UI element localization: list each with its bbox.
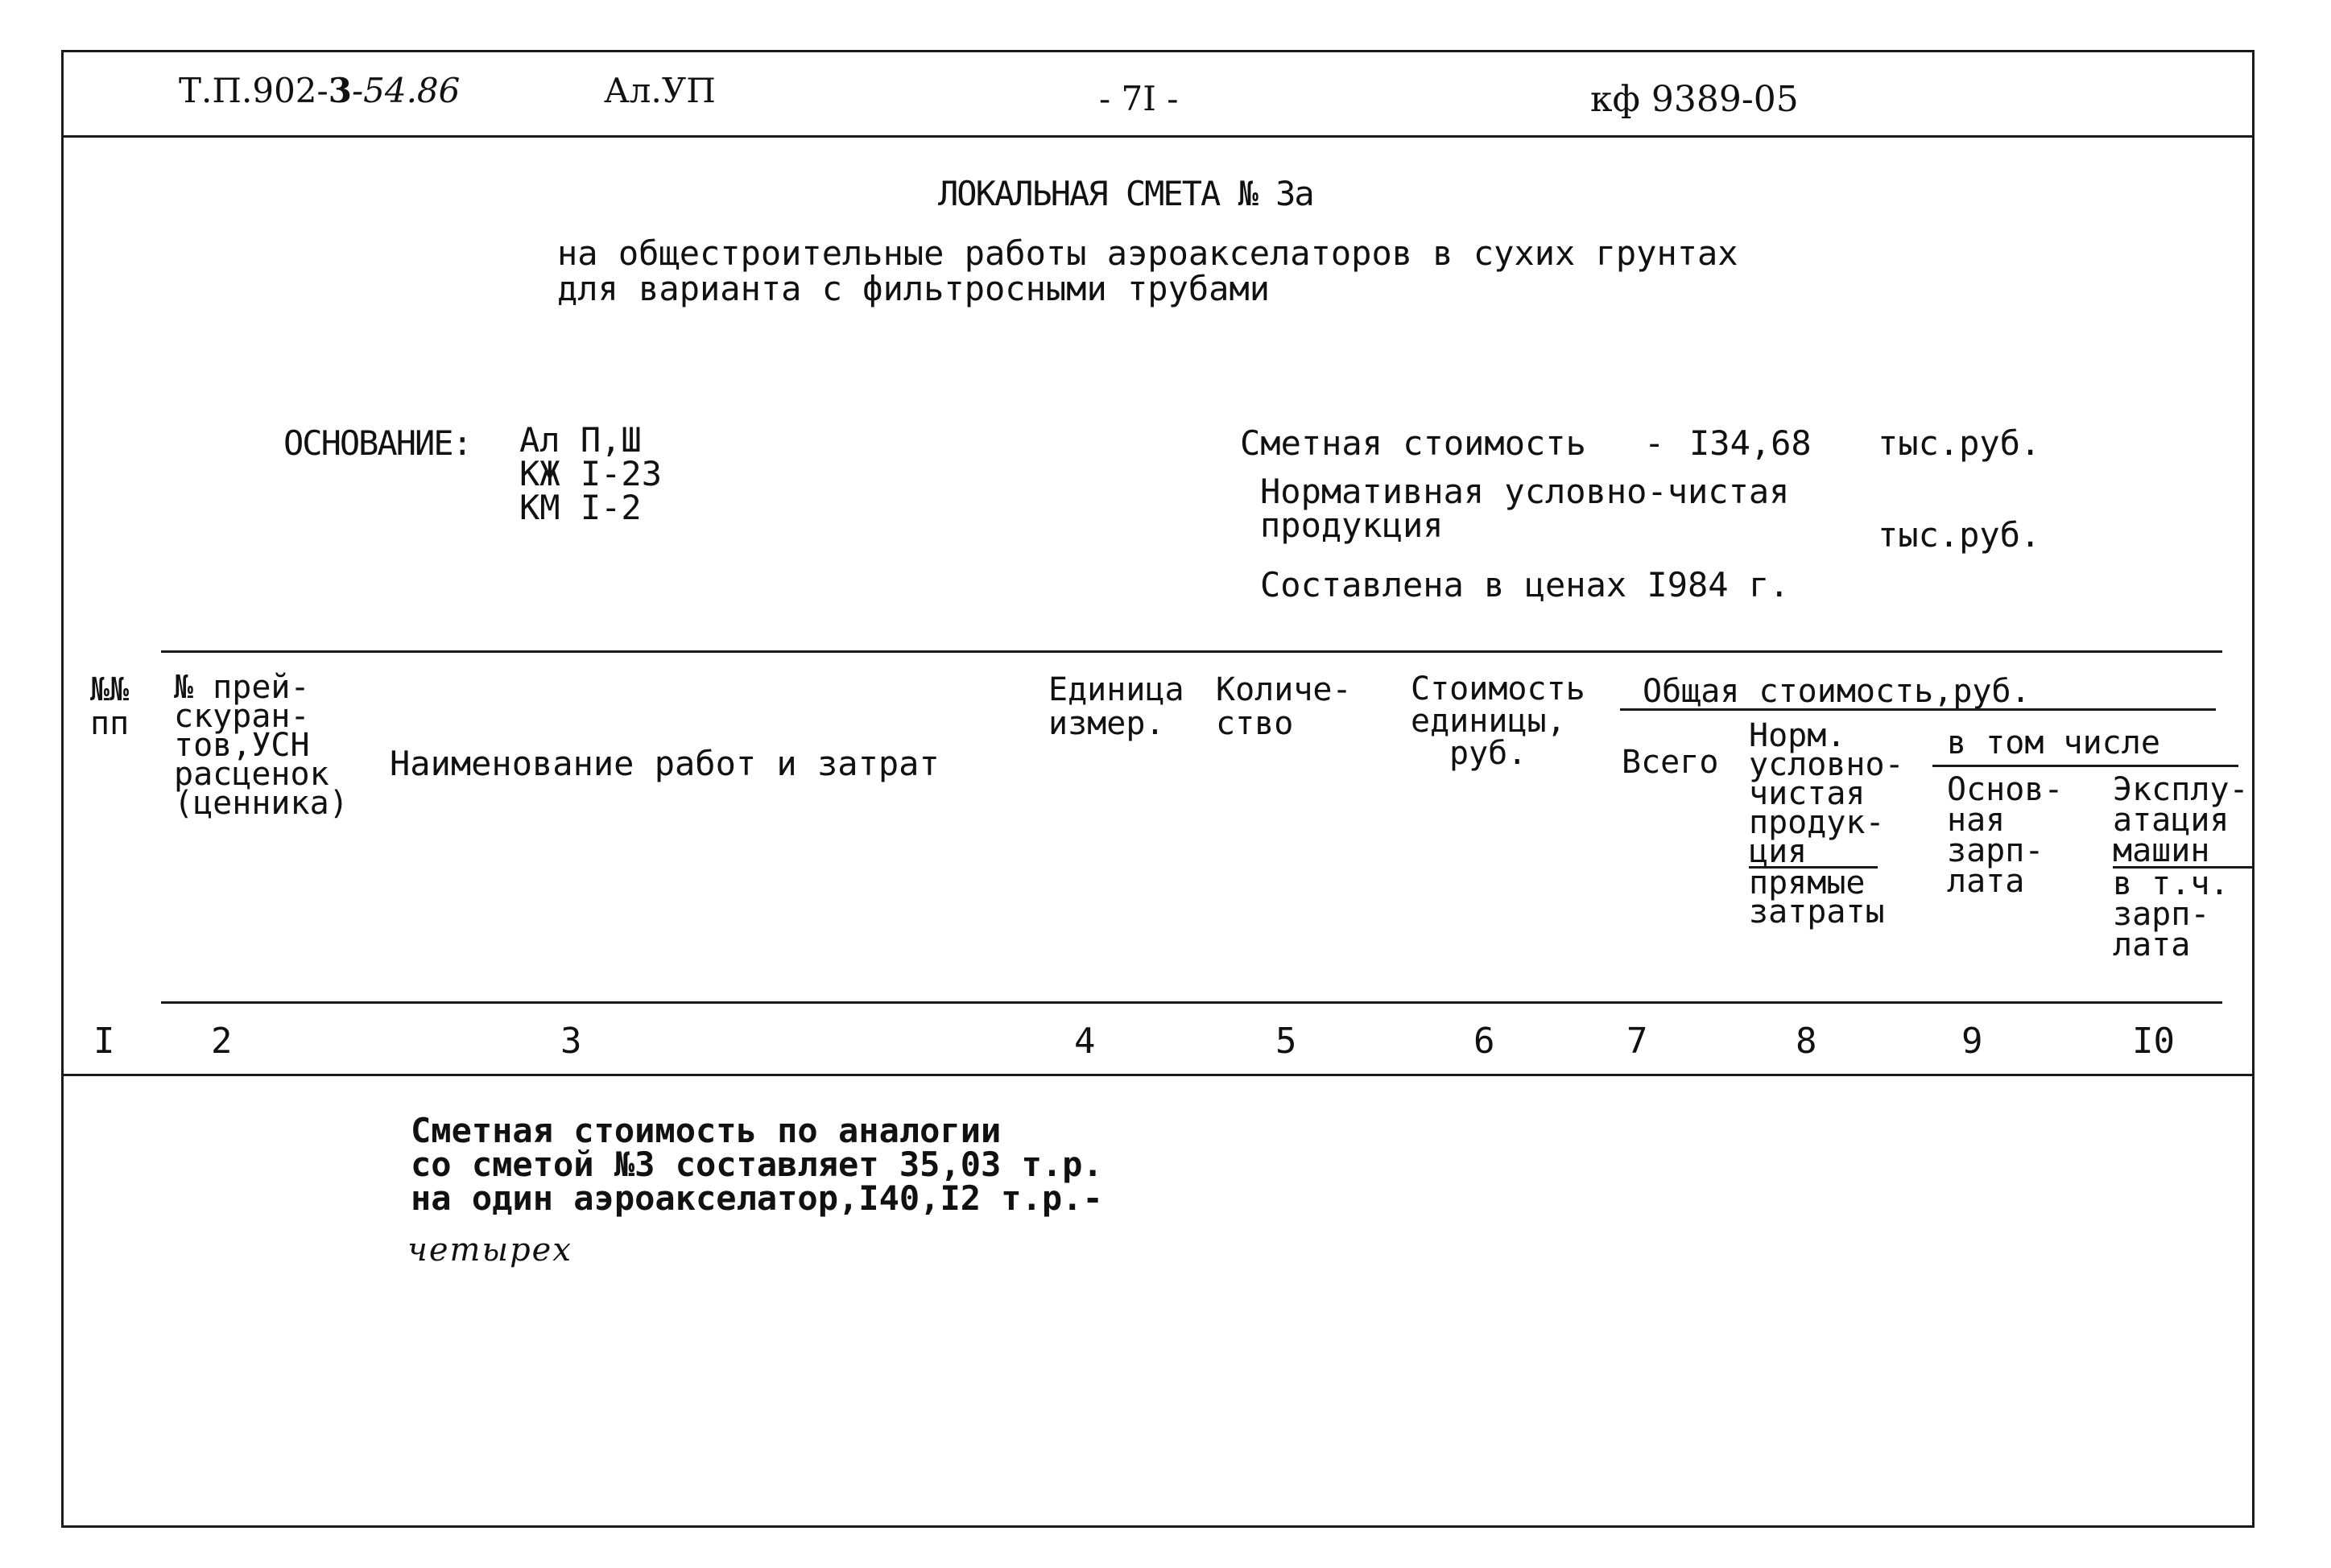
col-header-line: единицы, — [1411, 703, 1566, 740]
col-header-unit — [1048, 673, 1184, 741]
norm-production-label — [1260, 472, 1790, 545]
column-number: 3 — [560, 1021, 582, 1062]
analogy-line3-text: на один аэроакселатор, — [411, 1178, 859, 1218]
column-number: I — [93, 1021, 115, 1062]
col-header-line: в т.ч. — [2113, 865, 2230, 902]
analogy-line2: со сметой №3 составляет 35,03 т.р. — [411, 1145, 1103, 1184]
analogy-total: I40,I2 т.р.- — [858, 1178, 1103, 1218]
cost-unit: тыс.руб. — [1878, 423, 2041, 463]
col-header-line: Основ- — [1947, 771, 2064, 808]
col-header-line: прямые — [1749, 864, 1866, 902]
col-header-line: зарп- — [2113, 896, 2210, 933]
column-number: 5 — [1275, 1021, 1297, 1062]
norm-production-unit: тыс.руб. — [1878, 515, 2041, 555]
drawing-code-digit: 3 — [328, 71, 352, 110]
col-header-line: ция — [1749, 837, 1878, 869]
col-header-total-group: Общая стоимость,руб. — [1643, 673, 2031, 710]
col-header-line: условно- — [1749, 746, 1904, 783]
column-numbers-rule — [61, 1074, 2255, 1076]
drawing-code — [179, 71, 460, 110]
drawing-code-handwritten: -54.86 — [351, 71, 461, 110]
col-header-line: руб. — [1449, 735, 1527, 772]
norm-production-line1: Нормативная условно-чистая — [1260, 472, 1790, 511]
col-header-base-salary — [1947, 771, 2064, 900]
drawing-code-prefix: Т.П.902- — [179, 71, 329, 110]
col-header-line: зарп- — [1947, 832, 2044, 869]
column-number: 2 — [211, 1021, 233, 1062]
column-number: 8 — [1796, 1021, 1817, 1062]
basis-item: КМ I-2 — [519, 488, 642, 527]
page-number: - 7I - — [1099, 79, 1179, 118]
col-header-line: № прей- — [174, 669, 310, 706]
col-header-machine-operation — [2113, 771, 2255, 963]
col-header-line: тов,УСН — [174, 727, 310, 764]
col-header-total: Всего — [1622, 744, 1719, 781]
col-header-line: расценок — [174, 756, 329, 793]
col-header-line: №№ — [90, 671, 130, 708]
column-number: 7 — [1626, 1021, 1648, 1062]
column-number: 4 — [1074, 1021, 1096, 1062]
col-header-subgroup: в том числе — [1947, 724, 2160, 761]
col-header-quantity — [1216, 673, 1352, 741]
col-header-line: продук- — [1749, 804, 1885, 841]
col-header-line: Эксплу- — [2113, 771, 2249, 808]
column-number: 9 — [1961, 1021, 1983, 1062]
subgroup-rule — [1932, 765, 2238, 767]
cost-value: I34,68 — [1689, 423, 1812, 463]
cost-dash: - — [1644, 423, 1665, 463]
basis-item: КЖ I-23 — [519, 454, 663, 493]
col-header-line: Единица — [1048, 671, 1184, 708]
col-header-row-number — [90, 673, 129, 741]
col-header-line: Норм. — [1749, 717, 1846, 754]
handwritten-note: четырех — [407, 1232, 572, 1269]
col-header-line: ство — [1216, 705, 1294, 742]
col-header-line: лата — [1947, 863, 2025, 900]
basis-label: ОСНОВАНИЕ: — [283, 423, 471, 463]
col-header-line: машин — [2113, 836, 2255, 869]
norm-production-line2: продукция — [1260, 505, 1444, 545]
album-label: Ал.УП — [604, 71, 716, 110]
analogy-line1: Сметная стоимость по аналогии — [411, 1111, 1002, 1150]
col-header-line: (ценника) — [174, 785, 349, 822]
header-bottom-rule — [161, 1001, 2222, 1004]
estimate-subtitle-line2: для варианта с фильтросными трубами — [557, 269, 1271, 308]
col-header-line: Стоимость — [1411, 671, 1585, 708]
col-header-line: Количе- — [1216, 671, 1352, 708]
column-number: I0 — [2132, 1021, 2175, 1062]
col-header-line: атация — [2113, 802, 2230, 839]
col-header-line: затраты — [1749, 893, 1885, 930]
col-header-line: ная — [1947, 802, 2006, 839]
column-number: 6 — [1473, 1021, 1495, 1062]
col-header-price-code — [174, 669, 349, 822]
col-header-unit-cost — [1411, 673, 1585, 770]
analogy-line3 — [411, 1178, 1103, 1218]
analogy-note — [411, 1111, 1103, 1218]
cost-label: Сметная стоимость — [1240, 423, 1586, 463]
estimate-title: ЛОКАЛЬНАЯ СМЕТА № 3а — [938, 174, 1313, 213]
basis-item: Ал П,Ш — [519, 420, 642, 460]
col-header-line: пп — [90, 705, 130, 742]
col-header-line: скуран- — [174, 698, 310, 735]
col-header-line: измер. — [1048, 705, 1165, 742]
estimate-subtitle-line1: на общестроительные работы аэроакселаторов в сухих грунтах — [557, 233, 1738, 273]
col-header-line: чистая — [1749, 775, 1866, 812]
basis-list — [519, 420, 663, 527]
col-header-norm-production — [1749, 717, 1904, 930]
header-divider — [61, 135, 2255, 138]
table-top-rule — [161, 650, 2222, 653]
col-header-work-name: Наименование работ и затрат — [390, 744, 940, 783]
archive-number: кф 9389-05 — [1590, 79, 1799, 120]
col-header-line: лата — [2113, 926, 2191, 963]
price-level: Составлена в ценах I984 г. — [1260, 565, 1790, 605]
